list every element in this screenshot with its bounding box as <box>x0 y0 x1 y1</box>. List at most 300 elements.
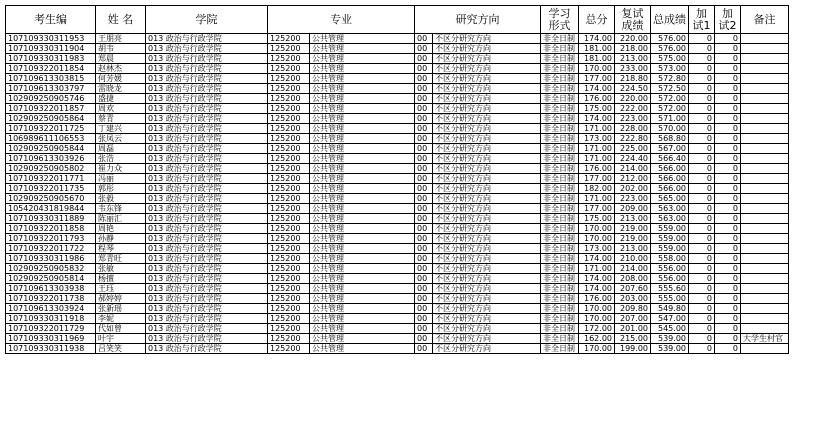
cell-name: 周磊 <box>96 144 146 154</box>
cell-final-score: 559.00 <box>651 244 689 254</box>
cell-major-code: 125200 <box>268 74 310 84</box>
cell-bonus1: 0 <box>689 244 715 254</box>
cell-major-name: 公共管理 <box>310 134 415 144</box>
cell-dir-code: 00 <box>415 194 433 204</box>
cell-name: 雷晓龙 <box>96 84 146 94</box>
cell-study-form: 非全日制 <box>541 214 579 224</box>
cell-study-form: 非全日制 <box>541 64 579 74</box>
table-row <box>6 274 789 284</box>
cell-dir-code: 00 <box>415 44 433 54</box>
cell-exam-id: 102909250905746 <box>6 94 96 104</box>
cell-bonus1: 0 <box>689 334 715 344</box>
cell-dir-name: 不区分研究方向 <box>433 264 541 274</box>
header-bonus1-line1: 加 <box>696 6 707 20</box>
cell-college: 013 政治与行政学院 <box>146 174 268 184</box>
cell-dir-code: 00 <box>415 334 433 344</box>
cell-note <box>741 34 789 44</box>
cell-final-score: 547.00 <box>651 314 689 324</box>
cell-dir-name: 不区分研究方向 <box>433 124 541 134</box>
cell-retest: 218.80 <box>615 74 651 84</box>
cell-bonus1: 0 <box>689 34 715 44</box>
cell-study-form: 非全日制 <box>541 264 579 274</box>
cell-major-code: 125200 <box>268 244 310 254</box>
cell-name: 韦东锋 <box>96 204 146 214</box>
cell-study-form: 非全日制 <box>541 194 579 204</box>
cell-college: 013 政治与行政学院 <box>146 144 268 154</box>
cell-bonus2: 0 <box>715 54 741 64</box>
cell-bonus1: 0 <box>689 144 715 154</box>
cell-major-name: 公共管理 <box>310 284 415 294</box>
cell-note <box>741 274 789 284</box>
cell-total: 170.00 <box>579 344 615 354</box>
cell-final-score: 566.40 <box>651 154 689 164</box>
cell-major-name: 公共管理 <box>310 314 415 324</box>
cell-college: 013 政治与行政学院 <box>146 54 268 64</box>
cell-retest: 233.00 <box>615 64 651 74</box>
cell-retest: 214.00 <box>615 164 651 174</box>
cell-total: 175.00 <box>579 214 615 224</box>
cell-retest: 201.00 <box>615 324 651 334</box>
cell-final-score: 572.00 <box>651 94 689 104</box>
cell-dir-name: 不区分研究方向 <box>433 194 541 204</box>
cell-bonus2: 0 <box>715 174 741 184</box>
cell-college: 013 政治与行政学院 <box>146 344 268 354</box>
cell-study-form: 非全日制 <box>541 284 579 294</box>
cell-note <box>741 264 789 274</box>
cell-dir-code: 00 <box>415 124 433 134</box>
cell-bonus2: 0 <box>715 334 741 344</box>
cell-study-form: 非全日制 <box>541 334 579 344</box>
table-row <box>6 34 789 44</box>
table-row <box>6 74 789 84</box>
cell-total: 173.00 <box>579 134 615 144</box>
cell-final-score: 566.00 <box>651 164 689 174</box>
cell-final-score: 566.00 <box>651 184 689 194</box>
cell-bonus1: 0 <box>689 44 715 54</box>
cell-note <box>741 324 789 334</box>
cell-bonus1: 0 <box>689 104 715 114</box>
cell-major-code: 125200 <box>268 284 310 294</box>
header-bonus2 <box>715 6 741 34</box>
cell-exam-id: 107109322011771 <box>6 174 96 184</box>
cell-exam-id: 107109330311918 <box>6 314 96 324</box>
cell-retest: 202.00 <box>615 184 651 194</box>
cell-dir-code: 00 <box>415 254 433 264</box>
cell-note <box>741 244 789 254</box>
cell-bonus2: 0 <box>715 274 741 284</box>
cell-final-score: 555.60 <box>651 284 689 294</box>
cell-college: 013 政治与行政学院 <box>146 254 268 264</box>
cell-exam-id: 102909250905814 <box>6 274 96 284</box>
cell-total: 177.00 <box>579 74 615 84</box>
cell-bonus2: 0 <box>715 154 741 164</box>
cell-bonus2: 0 <box>715 114 741 124</box>
cell-bonus1: 0 <box>689 274 715 284</box>
cell-major-code: 125200 <box>268 94 310 104</box>
cell-exam-id: 107109322011735 <box>6 184 96 194</box>
table-row <box>6 104 789 114</box>
cell-study-form: 非全日制 <box>541 304 579 314</box>
cell-dir-name: 不区分研究方向 <box>433 64 541 74</box>
cell-retest: 215.00 <box>615 334 651 344</box>
cell-retest: 220.00 <box>615 94 651 104</box>
cell-dir-code: 00 <box>415 204 433 214</box>
cell-total: 171.00 <box>579 144 615 154</box>
cell-retest: 207.60 <box>615 284 651 294</box>
cell-note <box>741 174 789 184</box>
cell-final-score: 565.00 <box>651 194 689 204</box>
cell-dir-name: 不区分研究方向 <box>433 224 541 234</box>
cell-major-name: 公共管理 <box>310 344 415 354</box>
cell-college: 013 政治与行政学院 <box>146 214 268 224</box>
cell-dir-code: 00 <box>415 104 433 114</box>
cell-note <box>741 214 789 224</box>
cell-note <box>741 234 789 244</box>
cell-study-form: 非全日制 <box>541 174 579 184</box>
cell-major-name: 公共管理 <box>310 154 415 164</box>
cell-retest: 219.00 <box>615 224 651 234</box>
cell-major-code: 125200 <box>268 154 310 164</box>
cell-study-form: 非全日制 <box>541 274 579 284</box>
cell-dir-code: 00 <box>415 74 433 84</box>
cell-study-form: 非全日制 <box>541 84 579 94</box>
cell-dir-name: 不区分研究方向 <box>433 144 541 154</box>
cell-bonus1: 0 <box>689 284 715 294</box>
cell-name: 张毅 <box>96 194 146 204</box>
cell-college: 013 政治与行政学院 <box>146 244 268 254</box>
cell-bonus2: 0 <box>715 184 741 194</box>
cell-bonus2: 0 <box>715 124 741 134</box>
cell-total: 174.00 <box>579 284 615 294</box>
cell-major-code: 125200 <box>268 144 310 154</box>
cell-major-code: 125200 <box>268 324 310 334</box>
cell-dir-code: 00 <box>415 214 433 224</box>
cell-dir-name: 不区分研究方向 <box>433 204 541 214</box>
cell-dir-name: 不区分研究方向 <box>433 54 541 64</box>
cell-exam-id: 107109613303926 <box>6 154 96 164</box>
cell-final-score: 567.00 <box>651 144 689 154</box>
cell-bonus1: 0 <box>689 184 715 194</box>
cell-total: 174.00 <box>579 34 615 44</box>
cell-major-code: 125200 <box>268 34 310 44</box>
cell-note <box>741 224 789 234</box>
cell-major-name: 公共管理 <box>310 44 415 54</box>
table-row <box>6 164 789 174</box>
cell-major-name: 公共管理 <box>310 274 415 284</box>
cell-exam-id: 107109322011725 <box>6 124 96 134</box>
cell-note <box>741 74 789 84</box>
cell-name: 张新瑶 <box>96 304 146 314</box>
cell-total: 170.00 <box>579 224 615 234</box>
cell-final-score: 576.00 <box>651 44 689 54</box>
cell-exam-id: 107109322011722 <box>6 244 96 254</box>
cell-final-score: 559.00 <box>651 234 689 244</box>
cell-exam-id: 102909250905864 <box>6 114 96 124</box>
cell-study-form: 非全日制 <box>541 244 579 254</box>
cell-final-score: 576.00 <box>651 34 689 44</box>
cell-final-score: 573.00 <box>651 64 689 74</box>
cell-dir-code: 00 <box>415 284 433 294</box>
table-body <box>6 34 789 354</box>
cell-note <box>741 54 789 64</box>
cell-note <box>741 144 789 154</box>
cell-major-code: 125200 <box>268 224 310 234</box>
header-study-form-line1: 学习 <box>548 6 571 20</box>
cell-major-name: 公共管理 <box>310 124 415 134</box>
cell-exam-id: 107109322011857 <box>6 104 96 114</box>
cell-study-form: 非全日制 <box>541 144 579 154</box>
table-row <box>6 204 789 214</box>
cell-dir-name: 不区分研究方向 <box>433 244 541 254</box>
cell-exam-id: 107109330311904 <box>6 44 96 54</box>
cell-exam-id: 107109330311889 <box>6 214 96 224</box>
cell-name: 吕笑笑 <box>96 344 146 354</box>
cell-name: 郭彤 <box>96 184 146 194</box>
cell-dir-code: 00 <box>415 164 433 174</box>
cell-major-code: 125200 <box>268 314 310 324</box>
cell-dir-name: 不区分研究方向 <box>433 344 541 354</box>
cell-total: 175.00 <box>579 104 615 114</box>
header-final-score: 总成绩 <box>651 6 689 34</box>
cell-note <box>741 304 789 314</box>
cell-dir-code: 00 <box>415 324 433 334</box>
cell-bonus2: 0 <box>715 344 741 354</box>
header-bonus1 <box>689 6 715 34</box>
cell-retest: 214.00 <box>615 264 651 274</box>
cell-retest: 207.00 <box>615 314 651 324</box>
cell-name: 王珏 <box>96 284 146 294</box>
table-row <box>6 54 789 64</box>
cell-final-score: 572.00 <box>651 104 689 114</box>
cell-study-form: 非全日制 <box>541 324 579 334</box>
cell-college: 013 政治与行政学院 <box>146 124 268 134</box>
cell-bonus2: 0 <box>715 214 741 224</box>
header-row <box>6 6 789 34</box>
cell-major-code: 125200 <box>268 184 310 194</box>
cell-bonus1: 0 <box>689 204 715 214</box>
cell-college: 013 政治与行政学院 <box>146 64 268 74</box>
cell-total: 176.00 <box>579 94 615 104</box>
cell-dir-name: 不区分研究方向 <box>433 154 541 164</box>
cell-retest: 213.00 <box>615 214 651 224</box>
cell-major-name: 公共管理 <box>310 114 415 124</box>
cell-note <box>741 254 789 264</box>
cell-name: 郝婷婷 <box>96 294 146 304</box>
cell-bonus2: 0 <box>715 244 741 254</box>
cell-major-name: 公共管理 <box>310 214 415 224</box>
cell-final-score: 555.00 <box>651 294 689 304</box>
cell-name: 代如曾 <box>96 324 146 334</box>
table-row <box>6 84 789 94</box>
cell-exam-id: 107109330311969 <box>6 334 96 344</box>
cell-major-name: 公共管理 <box>310 104 415 114</box>
cell-dir-name: 不区分研究方向 <box>433 304 541 314</box>
cell-study-form: 非全日制 <box>541 224 579 234</box>
cell-study-form: 非全日制 <box>541 234 579 244</box>
cell-bonus2: 0 <box>715 134 741 144</box>
cell-major-code: 125200 <box>268 304 310 314</box>
cell-exam-id: 102909250905832 <box>6 264 96 274</box>
cell-final-score: 549.80 <box>651 304 689 314</box>
cell-college: 013 政治与行政学院 <box>146 194 268 204</box>
cell-dir-name: 不区分研究方向 <box>433 134 541 144</box>
cell-dir-name: 不区分研究方向 <box>433 34 541 44</box>
cell-dir-code: 00 <box>415 94 433 104</box>
table-row <box>6 194 789 204</box>
score-table <box>5 5 789 354</box>
cell-bonus1: 0 <box>689 64 715 74</box>
cell-dir-code: 00 <box>415 174 433 184</box>
cell-college: 013 政治与行政学院 <box>146 184 268 194</box>
cell-name: 程琴 <box>96 244 146 254</box>
cell-major-code: 125200 <box>268 254 310 264</box>
cell-major-name: 公共管理 <box>310 254 415 264</box>
cell-note <box>741 84 789 94</box>
cell-total: 162.00 <box>579 334 615 344</box>
cell-retest: 219.00 <box>615 234 651 244</box>
cell-exam-id: 107109613303924 <box>6 304 96 314</box>
cell-college: 013 政治与行政学院 <box>146 114 268 124</box>
cell-major-code: 125200 <box>268 134 310 144</box>
cell-major-code: 125200 <box>268 54 310 64</box>
cell-retest: 223.00 <box>615 114 651 124</box>
header-bonus2-line2: 试2 <box>718 18 737 32</box>
cell-dir-code: 00 <box>415 114 433 124</box>
cell-major-name: 公共管理 <box>310 304 415 314</box>
table-row <box>6 284 789 294</box>
cell-dir-code: 00 <box>415 134 433 144</box>
cell-name: 盛捷 <box>96 94 146 104</box>
cell-major-code: 125200 <box>268 194 310 204</box>
header-note: 备注 <box>741 6 789 34</box>
cell-exam-id: 105420431819844 <box>6 204 96 214</box>
cell-dir-name: 不区分研究方向 <box>433 94 541 104</box>
cell-college: 013 政治与行政学院 <box>146 274 268 284</box>
cell-college: 013 政治与行政学院 <box>146 294 268 304</box>
cell-total: 176.00 <box>579 164 615 174</box>
cell-final-score: 545.00 <box>651 324 689 334</box>
cell-dir-code: 00 <box>415 294 433 304</box>
cell-retest: 222.00 <box>615 104 651 114</box>
cell-note: 大学生村官 <box>741 334 789 344</box>
cell-total: 177.00 <box>579 204 615 214</box>
cell-final-score: 572.80 <box>651 74 689 84</box>
cell-dir-name: 不区分研究方向 <box>433 174 541 184</box>
cell-bonus2: 0 <box>715 64 741 74</box>
cell-retest: 212.00 <box>615 174 651 184</box>
cell-bonus2: 0 <box>715 194 741 204</box>
cell-dir-code: 00 <box>415 184 433 194</box>
header-name: 姓 名 <box>96 6 146 34</box>
cell-name: 赵林杰 <box>96 64 146 74</box>
cell-note <box>741 94 789 104</box>
cell-bonus2: 0 <box>715 204 741 214</box>
cell-dir-name: 不区分研究方向 <box>433 254 541 264</box>
cell-major-code: 125200 <box>268 104 310 114</box>
cell-note <box>741 114 789 124</box>
cell-study-form: 非全日制 <box>541 184 579 194</box>
table-row <box>6 254 789 264</box>
cell-note <box>741 124 789 134</box>
cell-study-form: 非全日制 <box>541 294 579 304</box>
cell-dir-name: 不区分研究方向 <box>433 214 541 224</box>
table-row <box>6 154 789 164</box>
cell-name: 蔡青 <box>96 114 146 124</box>
cell-final-score: 570.00 <box>651 124 689 134</box>
cell-note <box>741 204 789 214</box>
cell-college: 013 政治与行政学院 <box>146 44 268 54</box>
cell-retest: 209.80 <box>615 304 651 314</box>
cell-retest: 213.00 <box>615 54 651 64</box>
cell-total: 174.00 <box>579 274 615 284</box>
cell-dir-name: 不区分研究方向 <box>433 234 541 244</box>
cell-retest: 224.40 <box>615 154 651 164</box>
cell-major-code: 125200 <box>268 64 310 74</box>
cell-total: 171.00 <box>579 194 615 204</box>
cell-exam-id: 107109613303797 <box>6 84 96 94</box>
cell-bonus1: 0 <box>689 214 715 224</box>
cell-exam-id: 107109613303815 <box>6 74 96 84</box>
cell-retest: 222.80 <box>615 134 651 144</box>
cell-dir-name: 不区分研究方向 <box>433 44 541 54</box>
cell-note <box>741 104 789 114</box>
cell-dir-code: 00 <box>415 264 433 274</box>
cell-name: 张浩 <box>96 154 146 164</box>
cell-study-form: 非全日制 <box>541 254 579 264</box>
cell-final-score: 556.00 <box>651 274 689 284</box>
cell-major-name: 公共管理 <box>310 164 415 174</box>
cell-exam-id: 107109322011854 <box>6 64 96 74</box>
cell-total: 170.00 <box>579 64 615 74</box>
cell-name: 孙静 <box>96 234 146 244</box>
table-row <box>6 244 789 254</box>
cell-dir-code: 00 <box>415 274 433 284</box>
cell-exam-id: 107109330311983 <box>6 54 96 64</box>
cell-exam-id: 107109330311938 <box>6 344 96 354</box>
cell-note <box>741 314 789 324</box>
cell-major-name: 公共管理 <box>310 244 415 254</box>
cell-total: 174.00 <box>579 254 615 264</box>
cell-major-code: 125200 <box>268 274 310 284</box>
table-row <box>6 314 789 324</box>
header-exam-id: 考生编 <box>6 6 96 34</box>
cell-exam-id: 107109322011858 <box>6 224 96 234</box>
cell-bonus1: 0 <box>689 194 715 204</box>
header-total: 总分 <box>579 6 615 34</box>
cell-dir-code: 00 <box>415 34 433 44</box>
cell-major-name: 公共管理 <box>310 224 415 234</box>
cell-bonus1: 0 <box>689 54 715 64</box>
cell-bonus1: 0 <box>689 324 715 334</box>
cell-dir-code: 00 <box>415 64 433 74</box>
header-college: 学院 <box>146 6 268 34</box>
cell-bonus2: 0 <box>715 324 741 334</box>
cell-major-code: 125200 <box>268 114 310 124</box>
cell-final-score: 566.00 <box>651 174 689 184</box>
cell-college: 013 政治与行政学院 <box>146 334 268 344</box>
cell-college: 013 政治与行政学院 <box>146 234 268 244</box>
cell-major-name: 公共管理 <box>310 234 415 244</box>
cell-name: 叶宇 <box>96 334 146 344</box>
cell-major-code: 125200 <box>268 234 310 244</box>
cell-total: 171.00 <box>579 264 615 274</box>
cell-dir-code: 00 <box>415 144 433 154</box>
cell-dir-name: 不区分研究方向 <box>433 184 541 194</box>
cell-final-score: 568.80 <box>651 134 689 144</box>
cell-major-name: 公共管理 <box>310 84 415 94</box>
cell-bonus1: 0 <box>689 264 715 274</box>
cell-dir-name: 不区分研究方向 <box>433 274 541 284</box>
